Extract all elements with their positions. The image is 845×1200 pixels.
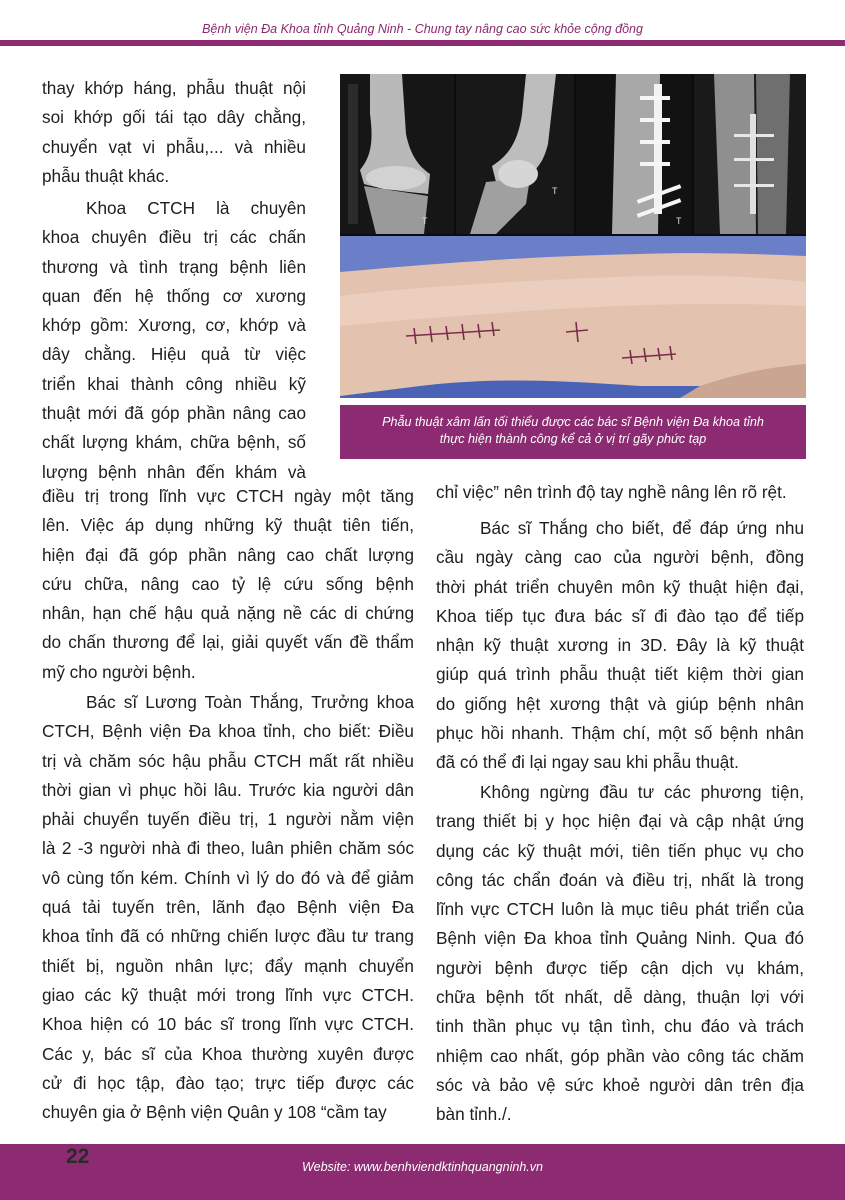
text-line: Các y, bác sĩ của Khoa thường xuyên được	[42, 1043, 414, 1064]
text-line: dụng các kỹ thuật mới, tiên tiến phục vụ cho	[436, 840, 804, 861]
figure-caption	[340, 405, 806, 459]
text-line: vô cùng tốn kém. Chính vì lý do đó và để giảm	[42, 867, 414, 888]
caption-line-1: Phẫu thuật xâm lấn tối thiểu được các bác sĩ Bệnh viện Đa khoa tỉnh	[382, 415, 764, 429]
text-line: sóc và bảo vệ sức khoẻ người dân trên địa	[436, 1074, 804, 1095]
text-line: thay khớp háng, phẫu thuật nội	[42, 78, 306, 98]
text-line: cầu ngày càng cao của người bệnh, đồng	[436, 547, 804, 568]
text-line: Bác sĩ Lương Toàn Thắng, Trưởng khoa	[86, 692, 414, 712]
text-line: thuật mới đã góp phần nâng cao	[42, 403, 306, 424]
text-line: soi khớp gối tái tạo dây chằng,	[42, 107, 306, 128]
page-header	[0, 0, 845, 46]
text-line: mỹ cho người bệnh.	[42, 661, 196, 682]
text-line: CTCH, Bệnh viện Đa khoa tỉnh, cho biết: Điều	[42, 721, 414, 742]
text-line: trị và chăm sóc hậu phẫu CTCH mất rất nhiều	[42, 750, 414, 771]
text-line: quá tải tuyến trên, lãnh đạo Bệnh viện Đa	[42, 897, 414, 918]
text-line: chất lượng khám, chữa bệnh, số	[42, 432, 306, 453]
text-line: do giống hệt xương thật và giúp bệnh nhân	[436, 693, 804, 714]
text-line: thương và tình trạng bệnh liên	[42, 256, 306, 277]
text-line: do chấn thương để lại, giải quyết vấn đề thẩm	[42, 632, 414, 653]
text-line: khớp gồm: Xương, cơ, khớp và	[42, 315, 306, 336]
text-line: giao các kỹ thuật mới trong lĩnh vực CTCH.	[42, 984, 414, 1005]
xray-lateral-fixation	[694, 74, 806, 234]
text-line: chữa bệnh tốt nhất, dễ dàng, thuận lợi với	[436, 987, 804, 1008]
text-line: thời phát triển chuyên môn kỹ thuật hiện đại,	[436, 576, 804, 597]
text-line: phải chuyển tuyến điều trị, 1 người nằm viện	[42, 809, 414, 830]
text-line: Bác sĩ Thắng cho biết, để đáp ứng nhu	[480, 518, 804, 538]
text-line: nhiệm cao nhất, góp phần vào công tác chăm	[436, 1045, 804, 1066]
text-line: chuyển vạt vi phẫu,... và nhiều	[42, 136, 306, 157]
svg-text:T: T	[552, 186, 558, 196]
header-title: Bệnh viện Đa Khoa tỉnh Quảng Ninh - Chung tay nâng cao sức khỏe cộng đồng	[202, 22, 643, 36]
text-line: chỉ việc” nên trình độ tay nghề nâng lên rõ rệt.	[436, 482, 787, 502]
text-line: Không ngừng đầu tư các phương tiện,	[480, 782, 804, 802]
surgery-figure	[340, 74, 806, 398]
text-line: hiện đại đã góp phần nâng cao chất lượng	[42, 544, 414, 565]
text-line: thời gian vì phục hồi lâu. Trước kia người dân	[42, 779, 414, 800]
text-line: khoa chuyên điều trị các chấn	[42, 227, 306, 248]
text-line: trang thiết bị y học hiện đại và cập nhật ứng	[436, 811, 804, 832]
text-line: lượng bệnh nhân đến khám và	[42, 461, 306, 482]
text-line: cử đi học tập, đào tạo; trực tiếp được các	[42, 1072, 414, 1093]
leg-suture-photo	[340, 236, 806, 398]
left-paragraph-3	[42, 688, 414, 1127]
text-line: giúp quá trình phẫu thuật tiết kiệm thời gian	[436, 664, 804, 685]
svg-text:T: T	[422, 216, 428, 226]
text-line: dây chằng. Hiệu quả từ việc	[42, 344, 306, 365]
text-line: nhận kỹ thuật xương in 3D. Đây là kỹ thuật	[436, 635, 804, 656]
text-line: quan đến hệ thống cơ xương	[42, 285, 306, 306]
text-line: nhân, hạn chế hậu quả nặng nề các di chứng	[42, 603, 414, 624]
text-line: công tác chẩn đoán và điều trị, nhất là trong	[436, 869, 804, 890]
text-line: cứu chữa, nâng cao tỷ lệ cứu sống bệnh	[42, 573, 414, 594]
text-line: khoa tỉnh đã có những chiến lược đầu tư trang	[42, 926, 414, 947]
text-line: Khoa CTCH là chuyên	[86, 198, 306, 218]
xray-plate-fixation	[576, 74, 692, 234]
xray-knee-side	[456, 74, 574, 234]
text-line: triển khai thành công nhiều kỹ	[42, 373, 306, 394]
text-line: Bệnh viện Đa khoa tỉnh Quảng Ninh. Qua đó	[436, 928, 804, 949]
svg-text:T: T	[676, 216, 682, 226]
text-line: Khoa tiếp tục đưa bác sĩ đi đào tạo để tiếp	[436, 605, 804, 626]
text-line: điều trị trong lĩnh vực CTCH ngày một tăng	[42, 486, 414, 506]
text-line: đã có thể đi lại ngay sau khi phẫu thuật.	[436, 752, 739, 773]
xray-knee-front	[340, 74, 454, 234]
text-line: phục hồi nhanh. Thậm chí, một số bệnh nhân	[436, 723, 804, 744]
text-line: lĩnh vực CTCH luôn là mục tiêu phát triển của	[436, 899, 804, 920]
text-line: phẫu thuật khác.	[42, 165, 170, 186]
text-line: bàn tỉnh./.	[436, 1104, 512, 1125]
text-line: là 2 -3 người nhà đi theo, luân phiên chăm sóc	[42, 838, 414, 859]
text-line: chuyên gia ở Bệnh viện Quân y 108 “cầm tay	[42, 1102, 387, 1123]
left-paragraph-2-narrow	[42, 194, 306, 487]
right-paragraph-2	[436, 514, 804, 778]
left-paragraph-1	[42, 74, 306, 191]
text-line: thiết bị, nguồn nhân lực; đẩy mạnh chuyển	[42, 955, 414, 976]
text-line: lên. Việc áp dụng những kỹ thuật tiên tiến,	[42, 515, 414, 536]
left-paragraph-2-wide	[42, 482, 414, 687]
footer-website: Website: www.benhviendktinhquangninh.vn	[302, 1160, 543, 1174]
right-paragraph-1	[436, 478, 804, 507]
caption-line-2: thực hiện thành công kể cả ở vị trí gãy phức tạp	[439, 432, 707, 446]
page-number: 22	[66, 1145, 90, 1168]
text-line: người bệnh được tiếp cận dịch vụ khám,	[436, 957, 804, 978]
text-line: tinh thần phục vụ tận tình, chu đáo và trách	[436, 1016, 804, 1037]
header-bar	[0, 40, 845, 46]
right-paragraph-3	[436, 778, 804, 1130]
text-line: Khoa hiện có 10 bác sĩ trong lĩnh vực CTCH.	[42, 1014, 414, 1035]
